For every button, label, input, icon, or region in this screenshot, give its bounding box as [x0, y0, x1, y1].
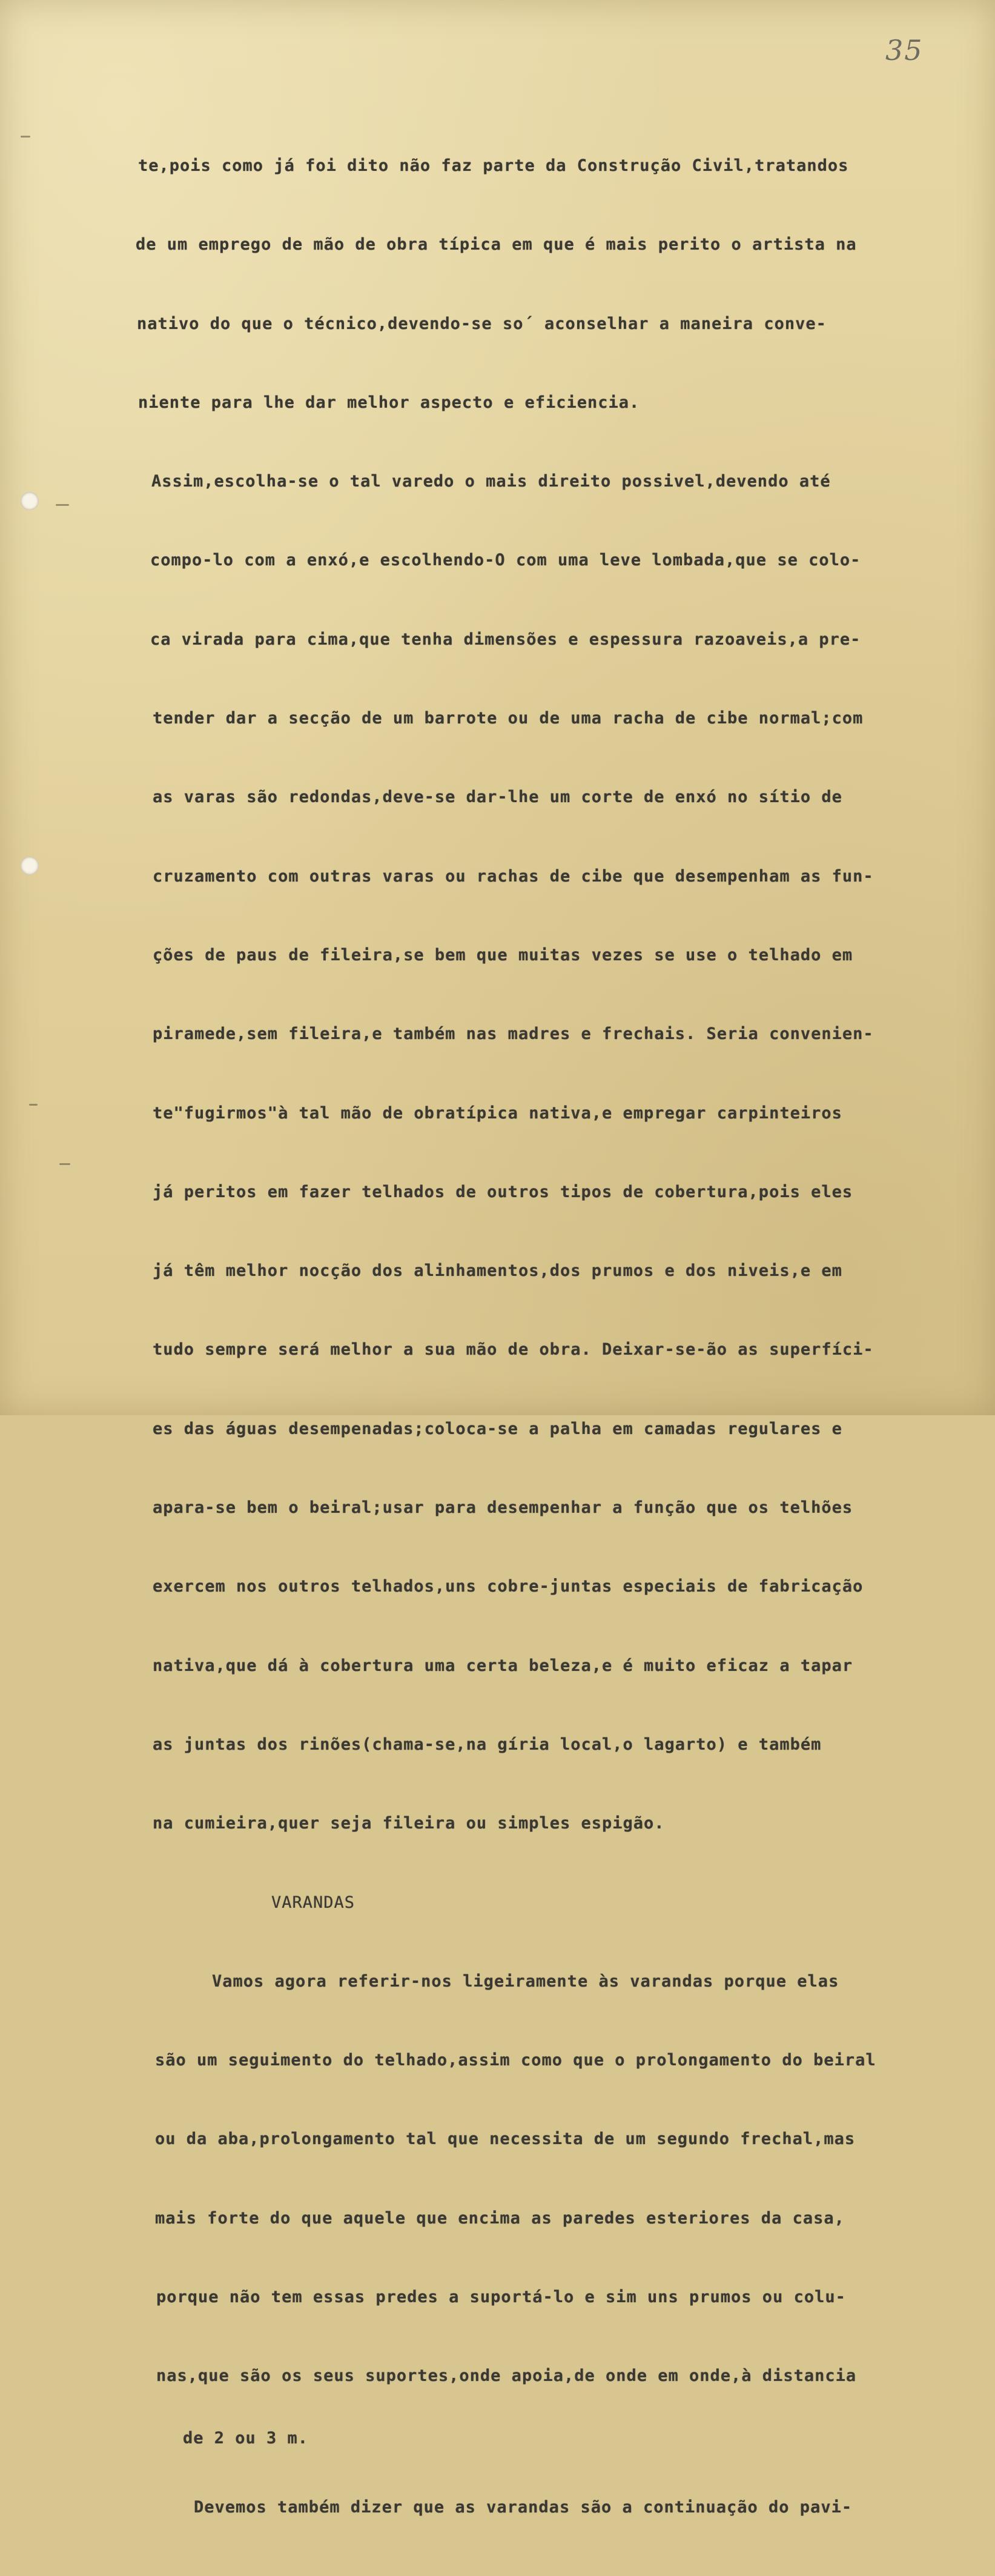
margin-mark — [59, 1163, 70, 1165]
text-line: te,pois como já foi dito não faz parte da Construção Civil,tratandos — [138, 156, 849, 175]
text-line: as varas são redondas,deve-se dar-lhe um corte de enxó no sítio de — [153, 788, 842, 807]
punch-hole-lower — [21, 857, 39, 875]
text-line: são um seguimento do telhado,assim como que o prolongamento do beiral — [155, 2051, 876, 2070]
punch-hole-upper — [21, 492, 39, 510]
text-line: nas,que são os seus suportes,onde apoia,de onde em onde,à distancia — [156, 2366, 857, 2386]
text-line: de 2 ou 3 m. — [183, 2428, 309, 2448]
text-line: apara-se bem o beiral;usar para desempenhar a função que os telhões — [153, 1498, 853, 1518]
text-line: Devemos também dizer que as varandas são a continuação do pavi- — [194, 2497, 853, 2517]
text-line: Vamos agora referir-nos ligeiramente às varandas porque elas — [212, 1971, 839, 1991]
text-line: Assim,escolha-se o tal varedo o mais direito possivel,devendo até — [151, 472, 831, 491]
text-line: es das águas desempenadas;coloca-se a palha em camadas regulares e — [153, 1419, 842, 1438]
text-line: nativa,que dá à cobertura uma certa beleza,e é muito eficaz a tapar — [153, 1656, 853, 1675]
text-line: tender dar a secção de um barrote ou de uma racha de cibe normal;com — [153, 709, 864, 728]
page-number: 35 — [885, 34, 924, 67]
typed-text-body — [138, 118, 974, 2576]
text-line: de um emprego de mão de obra típica em que é mais perito o artista na — [136, 235, 857, 254]
text-line: as juntas dos rinões(chama-se,na gíria local,o lagarto) e também — [153, 1734, 822, 1754]
text-line: compo-lo com a enxó,e escolhendo-O com uma leve lombada,que se colo- — [150, 551, 861, 570]
margin-mark — [56, 504, 69, 506]
margin-mark — [29, 1104, 38, 1106]
text-line: ções de paus de fileira,se bem que muitas vezes se use o telhado em — [153, 945, 853, 964]
text-line: niente para lhe dar melhor aspecto e eficiencia. — [138, 393, 640, 412]
text-line: ou da aba,prolongamento tal que necessita de um segundo frechal,mas — [155, 2130, 856, 2149]
text-line: cruzamento com outras varas ou rachas de cibe que desempenham as fun- — [153, 866, 874, 886]
text-line: tudo sempre será melhor a sua mão de obra. Deixar-se-ão as superfíci- — [153, 1340, 874, 1359]
text-line: exercem nos outros telhados,uns cobre-juntas especiais de fabricação — [153, 1577, 864, 1596]
text-line: porque não tem essas predes a suportá-lo e sim uns prumos ou colu- — [156, 2288, 846, 2307]
margin-mark — [21, 136, 30, 138]
text-line: mais forte do que aquele que encima as paredes esteriores da casa, — [155, 2208, 845, 2228]
text-line: já têm melhor nocção dos alinhamentos,dos prumos e dos niveis,e em — [153, 1261, 842, 1281]
text-line: piramede,sem fileira,e também nas madres e frechais. Seria convenien- — [153, 1024, 874, 1044]
section-heading-varandas: VARANDAS — [271, 1893, 355, 1912]
text-line: nativo do que o técnico,devendo-se so´ aconselhar a maneira conve- — [137, 314, 827, 333]
text-line: na cumieira,quer seja fileira ou simples espigão. — [153, 1814, 665, 1833]
text-line: já peritos em fazer telhados de outros tipos de cobertura,pois eles — [153, 1182, 853, 1201]
text-line: ca virada para cima,que tenha dimensões e espessura razoaveis,a pre- — [150, 629, 861, 649]
text-line: te"fugirmos"à tal mão de obratípica nativa,e empregar carpinteiros — [153, 1103, 842, 1123]
